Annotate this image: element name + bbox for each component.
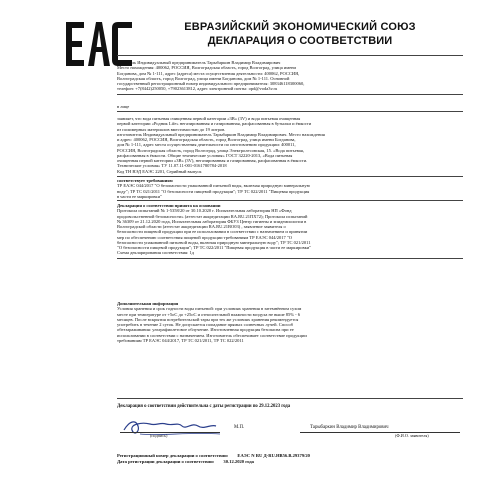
declares-line: дом № 1-111, адрес места осуществления деятельности по изготовлению продукции: 400011, — [117, 142, 296, 148]
in-person-divider — [117, 111, 463, 112]
additional-line: месяцев. После вскрытия потребительской тары при тех же условиях хранения рекомендуется — [117, 316, 299, 322]
validity-date: 29.12.2023 — [258, 404, 281, 409]
basis-line: мер по обеспечению соответствия пищевой продукции требованиям ТР ЕАЭС 044/2017 "О — [117, 234, 292, 240]
stamp-label: М.П. — [234, 425, 245, 430]
applicant-line: государственный регистрационный номер индивидуального предпринимателя: 308346118300060, — [117, 81, 305, 86]
registration-block — [117, 453, 463, 464]
name-line — [300, 432, 460, 433]
applicant-line: телефон: +7(8442)250050, +79023613812, адрес электронной почты: opd@voda3v.ru — [117, 86, 278, 92]
additional-block — [117, 301, 463, 343]
additional-line: Условия хранения и срок годности воды питьевой: при условиях хранения в затемнённом сухом — [117, 306, 302, 312]
basis-line: Схема декларирования соответствия: 1д — [117, 250, 195, 256]
declares-block — [117, 116, 463, 174]
validity-line — [117, 404, 463, 409]
validity-prefix: Декларация о соответствии действительна с даты регистрации по — [117, 404, 258, 409]
additional-divider — [117, 398, 463, 399]
additional-line: месте при температуре от +5оС до +25оС и относительной влажности воздуха не выше 85% - 6 — [117, 311, 301, 317]
additional-line: использовании в соответствии с назначением. Изготовитель обеспечивает соответствие продукции — [117, 332, 307, 338]
signature-caption: (подпись) — [150, 433, 168, 438]
declares-line: и адрес: 400062, РОССИЯ, Волгоградская область, город Волгоград, улица имени Богданова, — [117, 137, 296, 142]
registration-date-row — [117, 459, 463, 465]
applicant-line: Богданова, дом № 1-111, адрес (адреса) места осуществления деятельности: 400062, РОССИЯ, — [117, 70, 300, 76]
basis-divider — [117, 258, 463, 259]
signature-image — [120, 416, 230, 442]
applicant-line: Место нахождения: 400062, РОССИЯ, Волгоградская область, город Волгоград, улица имени — [117, 65, 296, 71]
requirements-block — [117, 178, 463, 199]
document-title: ДЕКЛАРАЦИЯ О СООТВЕТСТВИИ — [207, 35, 393, 47]
declares-line: расфасованная в ёмкости. Общие технические условия» ГОСТ 32220-2013, «Вода питьевая — [117, 152, 293, 158]
declares-line: первой категории «Родник Life» негазированная и газированная, расфасованная в бутылки и ёмкости — [117, 121, 312, 127]
document-header — [150, 20, 450, 48]
basis-line: безопасности упакованной питьевой воды, включая природную минеральную воду"; ТР ТС 021/2011 — [117, 239, 311, 245]
basis-line: безопасности пищевой продукции при ее использовании в соответствии с назначением и принятии — [117, 229, 308, 235]
name-caption: (Ф.И.О. заявителя) — [395, 433, 429, 438]
requirements-title: соответствует требованиям — [117, 178, 173, 183]
basis-block — [117, 203, 463, 256]
registration-number-label: Регистрационный номер декларации о соответствии: — [117, 453, 229, 458]
declares-line: Технические условия» ТУ 11.07.11-001-0161780784-2018 — [117, 163, 227, 169]
declares-line: заявляет, что вода питьевая очищенная первой категории «3В» (3V) и вода питьевая очищенная — [117, 116, 301, 121]
additional-line: обеззараживания: ультрафиолетовое облучение. Изготовленная продукция безопасна при ее — [117, 327, 294, 333]
applicant-divider — [117, 94, 463, 95]
basis-title: Декларация о соответствии принята на основании — [117, 203, 221, 208]
basis-line: продовольственной безопасности» (аттестат аккредитации RA.RU.21ПХ72); Протокола испытаний — [117, 213, 308, 219]
union-title: ЕВРАЗИЙСКИЙ ЭКОНОМИЧЕСКИЙ СОЮЗ — [184, 21, 416, 33]
applicant-block — [117, 60, 463, 92]
basis-line: Протокола испытаний № 1-5358/20 от 30.10.2020 г. Испытательная лаборатория НП «Фонд — [117, 208, 292, 214]
declares-line: из полимерных материалов вместимостью до 19 литров. — [117, 126, 226, 132]
additional-line: употребить в течение 2 суток. Не допускается попадание прямых солнечных лучей. Способ — [117, 322, 294, 327]
signature-line — [120, 432, 220, 433]
requirements-line: в части ее маркировки" — [117, 193, 162, 199]
additional-title: Дополнительная информация — [117, 301, 179, 306]
requirements-line: воду"; ТР ТС 021/2011 "О безопасности пищевой продукции"; ТР ТС 022/2011 "Пищевая продукция — [117, 188, 310, 194]
declares-line: очищенная первой категории «3В» (3V), негазированная и газированная, расфасованная в ёмкости. — [117, 158, 308, 163]
applicant-name: Тарыбаркин Владимир Владимирович — [310, 425, 389, 430]
registration-date-label: Дата регистрации декларации о соответствии: — [117, 458, 215, 464]
basis-line: Волгоградской области (аттестат аккредитации RA.RU.21ВО03) , заявление заявителя о — [117, 224, 286, 229]
applicant-line: Волгоградская область, город Волгоград, улица имени Богданова, дом № 1-111. Основной — [117, 75, 290, 81]
declares-divider — [117, 176, 463, 177]
validity-suffix: года — [281, 404, 291, 409]
basis-line: "О безопасности пищевой продукции"; ТР ТС 022/2011 "Пищевая продукция в части ее маркировки" — [117, 245, 312, 250]
requirements-divider — [117, 200, 463, 201]
registration-date: 30.12.2020 года — [223, 458, 254, 464]
registration-number: ЕАЭС N RU Д-RU.НВ56.В.29379/20 — [237, 453, 310, 458]
requirements-line: ТР ЕАЭС 044/2017 "О безопасности упакованной питьевой воды, включая природную минеральную — [117, 183, 311, 189]
in-person-label — [117, 104, 463, 109]
additional-line: требованиям ТР ЕАЭС 044/2017, ТР ТС 021/2011, ТР ТС 022/2011 — [117, 337, 244, 343]
header-divider — [117, 55, 463, 56]
applicant-line: Заявитель Индивидуальный предприниматель Тарыбаркин Владимир Владимирович — [117, 60, 281, 65]
in-person-text: в лице — [117, 104, 130, 109]
declares-line: Код ТН ВЭД ЕАЭС 2201, Серийный выпуск — [117, 168, 202, 174]
declares-line: РОССИЯ, Волгоградская область, город Волгоград, улица Электролесовская, 15. «Вода питьевая, — [117, 147, 304, 153]
basis-line: № 36309 от 21.12.2020 года, Испытательная лаборатория ФБУЗ Центр гигиены и эпидемиологии в — [117, 218, 307, 224]
declares-line: изготовитель Индивидуальный предприниматель Тарыбаркин Владимир Владимирович. Место нахождения — [117, 131, 325, 137]
